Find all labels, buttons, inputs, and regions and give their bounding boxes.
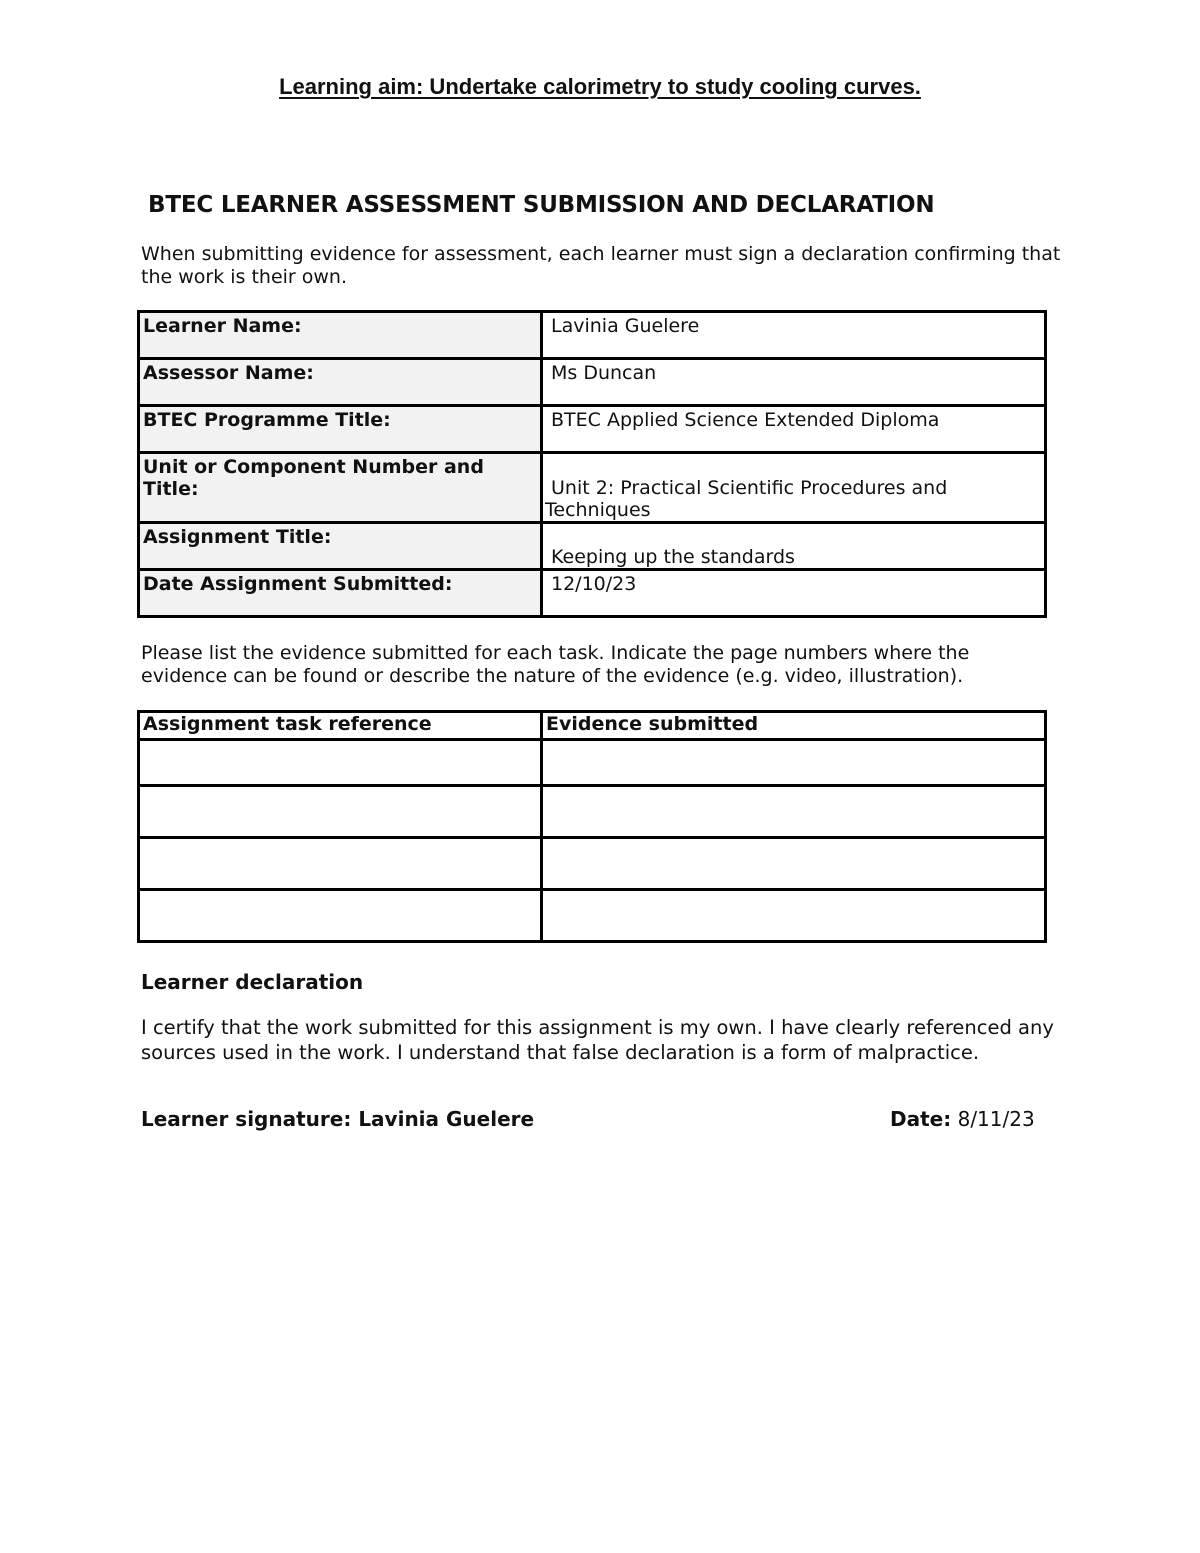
declaration-text: I certify that the work submitted for this assignment is my own. I have clearly referenced any sources used in the work. I understand that false declaration is a form of malpractice. — [141, 1016, 1054, 1064]
table-row — [139, 406, 1046, 453]
table-row — [139, 453, 1046, 523]
table-row — [139, 312, 1046, 359]
evidence-instructions: Please list the evidence submitted for each task. Indicate the page numbers where the evidence can be found or describe the nature of the evidence (e.g. video, illustration). — [141, 642, 970, 687]
date-submitted-value: 12/10/23 — [542, 570, 1046, 617]
assignment-title-value: Keeping up the standards — [542, 523, 1046, 570]
declaration-date — [890, 1107, 1035, 1131]
assessor-name-value: Ms Duncan — [542, 359, 1046, 406]
learning-aim-heading: Learning aim: Undertake calorimetry to study cooling curves. — [279, 74, 921, 99]
table-row — [139, 838, 1046, 890]
intro-paragraph: When submitting evidence for assessment, each learner must sign a declaration confirming that the work is their own. — [141, 243, 1061, 288]
signature-label: Learner signature: — [141, 1107, 352, 1131]
assignment-title-label: Assignment Title: — [139, 523, 542, 570]
declaration-heading: Learner declaration — [141, 970, 364, 994]
task-reference-cell[interactable] — [139, 740, 542, 786]
evidence-cell[interactable] — [542, 740, 1046, 786]
column-header-evidence: Evidence submitted — [542, 712, 1046, 740]
task-reference-cell[interactable] — [139, 890, 542, 942]
table-header-row — [139, 712, 1046, 740]
table-row — [139, 523, 1046, 570]
evidence-cell[interactable] — [542, 890, 1046, 942]
table-row — [139, 890, 1046, 942]
evidence-table — [137, 710, 1047, 943]
column-header-task: Assignment task reference — [139, 712, 542, 740]
signature-value: Lavinia Guelere — [358, 1107, 535, 1131]
date-submitted-label: Date Assignment Submitted: — [139, 570, 542, 617]
table-row — [139, 570, 1046, 617]
task-reference-cell[interactable] — [139, 838, 542, 890]
learner-name-label: Learner Name: — [139, 312, 542, 359]
evidence-cell[interactable] — [542, 786, 1046, 838]
form-title: BTEC LEARNER ASSESSMENT SUBMISSION AND DECLARATION — [148, 192, 935, 218]
unit-value: Unit 2: Practical Scientific Procedures and Techniques — [542, 453, 1046, 523]
unit-label: Unit or Component Number and Title: — [139, 453, 542, 523]
table-row — [139, 786, 1046, 838]
evidence-cell[interactable] — [542, 838, 1046, 890]
task-reference-cell[interactable] — [139, 786, 542, 838]
learner-name-value: Lavinia Guelere — [542, 312, 1046, 359]
assessor-name-label: Assessor Name: — [139, 359, 542, 406]
programme-title-label: BTEC Programme Title: — [139, 406, 542, 453]
date-value: 8/11/23 — [957, 1107, 1035, 1131]
table-row — [139, 740, 1046, 786]
learner-details-table — [137, 310, 1047, 618]
programme-title-value: BTEC Applied Science Extended Diploma — [542, 406, 1046, 453]
date-label: Date: — [890, 1107, 952, 1131]
learner-signature — [141, 1107, 534, 1131]
table-row — [139, 359, 1046, 406]
